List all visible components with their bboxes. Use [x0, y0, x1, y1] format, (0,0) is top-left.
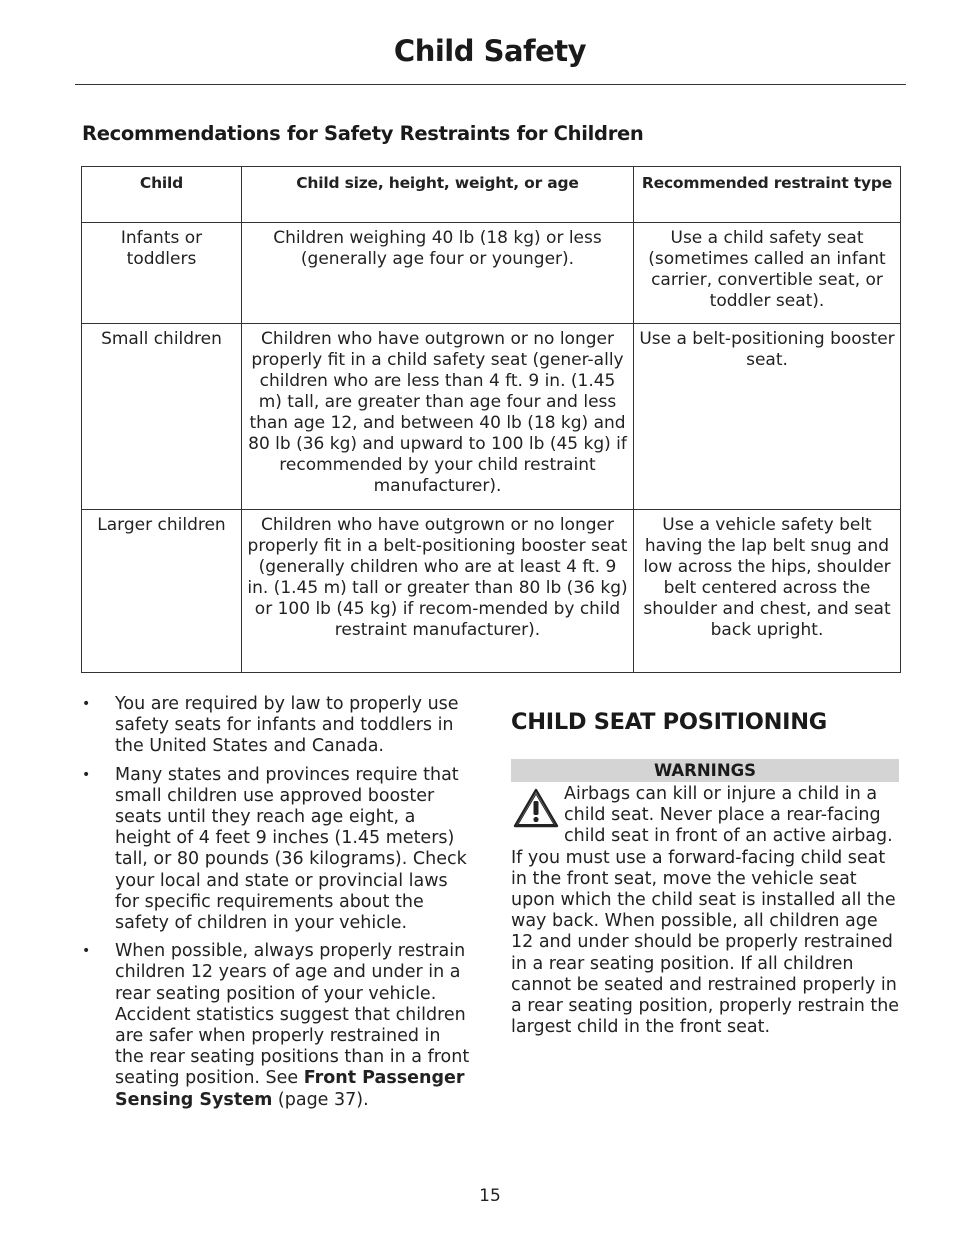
- page-number: 15: [479, 1186, 501, 1206]
- warnings-label: WARNINGS: [511, 759, 899, 782]
- child-seat-positioning-heading: CHILD SEAT POSITIONING: [511, 709, 827, 735]
- cell-size: Children who have outgrown or no longer properly fit in a belt-positioning booster seat (generally children who are at least 4 ft. 9 in. (1.45 m) tall or greater than 80 lb (36 kg) or 100 lb (45 kg) if recom-mended by child restraint manufacturer).: [242, 510, 634, 673]
- list-item: [82, 941, 474, 1111]
- bullet-text: You are required by law to properly use safety seats for infants and toddlers in the United States and Canada.: [115, 694, 459, 757]
- restraints-table: [81, 166, 901, 673]
- page-reference: (page 37).: [277, 1089, 369, 1110]
- page-title: Child Safety: [393, 34, 587, 68]
- bullet-icon: •: [82, 766, 91, 783]
- cell-restraint: Use a child safety seat (sometimes called an infant carrier, convertible seat, or toddler seat).: [634, 223, 901, 324]
- cell-size: Children who have outgrown or no longer properly fit in a child safety seat (gener-ally children who are less than 4 ft. 9 in. (1.45 m) tall, are greater than age four and less than age 12, and between 40 lb (18 kg) and 80 lb (36 kg) and upward to 100 lb (45 kg) if recommended by your child restraint manufacturer).: [242, 324, 634, 510]
- warning-text: Airbags can kill or injure a child in a child seat. Never place a rear-facing child seat in front of an active airbag. If you must use a forward-facing child seat in the front seat, move the vehicle seat upon which the child seat is installed all the way back. When possible, all children age 12 and under should be properly restrained in a rear seating position. If all children cannot be seated and restrained properly in a rear seating position, properly restrain the largest child in the front seat.: [511, 784, 900, 1038]
- bullet-icon: •: [82, 696, 91, 712]
- table-header-row: [82, 167, 901, 223]
- warning-body: [511, 784, 901, 1038]
- list-item: [82, 694, 474, 758]
- cell-child: Infants or toddlers: [82, 223, 242, 324]
- cross-reference-link[interactable]: Front Passenger Sensing System: [115, 1068, 465, 1110]
- cell-size: Children weighing 40 lb (18 kg) or less (generally age four or younger).: [242, 223, 634, 324]
- bullet-icon: •: [82, 943, 91, 960]
- icon-spacer: [511, 784, 564, 846]
- cell-child: Larger children: [82, 510, 242, 673]
- cell-restraint: Use a vehicle safety belt having the lap belt snug and low across the hips, shoulder belt centered across the shoulder and chest, and seat back upright.: [634, 510, 901, 673]
- table-row: [82, 324, 901, 510]
- cell-restraint: Use a belt-positioning booster seat.: [634, 324, 901, 510]
- list-item: [82, 765, 474, 935]
- bullet-text: Many states and provinces require that small children use approved booster seats until they reach age eight, a height of 4 feet 9 inches (1.45 meters) tall, or 80 pounds (36 kilograms). Check your local and state or provincial laws for specific requirements about the safety of children in your vehicle.: [115, 764, 467, 934]
- column-header-restraint: Recommended restraint type: [634, 167, 901, 223]
- column-header-size: Child size, height, weight, or age: [242, 167, 634, 223]
- title-divider: [75, 84, 906, 85]
- table-row: [82, 223, 901, 324]
- section-heading: Recommendations for Safety Restraints for Children: [82, 122, 644, 145]
- bullet-list: [82, 694, 474, 1118]
- cell-child: Small children: [82, 324, 242, 510]
- table-row: [82, 510, 901, 673]
- bullet-text: When possible, always properly restrain children 12 years of age and under in a rear seating position of your vehicle. Accident statistics suggest that children are safer when properly restrained in the rear seating positions than in a front seating position. See: [115, 941, 470, 1089]
- column-header-child: Child: [82, 167, 242, 223]
